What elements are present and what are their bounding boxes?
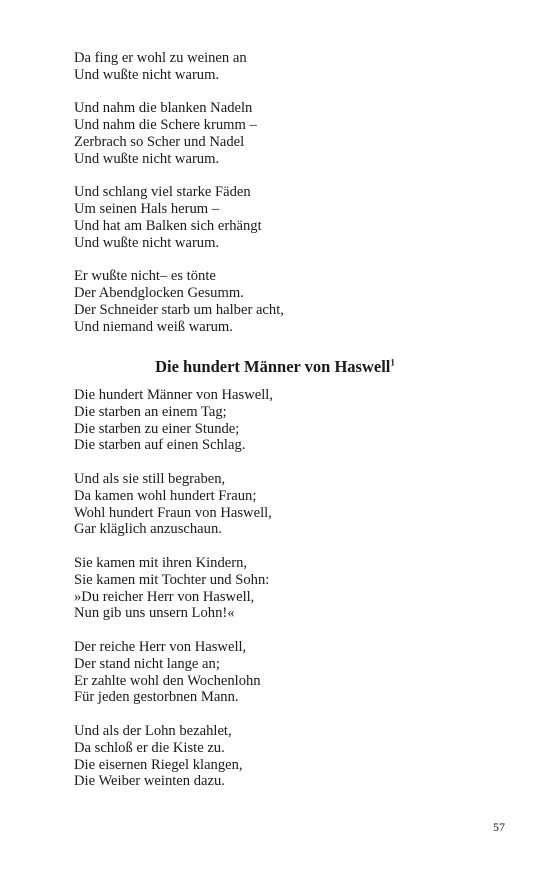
footnote-mark: 1 [390, 357, 395, 368]
verse-line: Und wußte nicht warum. [74, 66, 220, 83]
verse-line: Da kamen wohl hundert Fraun; [74, 487, 257, 504]
poem-title-text: Die hundert Männer von Haswell [155, 357, 391, 376]
stanza [74, 50, 514, 84]
page-number: 57 [493, 820, 505, 834]
verse-line: »Du reicher Herr von Haswell, [74, 588, 255, 605]
verse-line: Der Schneider starb um halber acht, [74, 301, 284, 318]
stanza [74, 723, 514, 790]
verse-line: Und niemand weiß warum. [74, 318, 233, 335]
stanza [74, 639, 514, 706]
verse-line: Sie kamen mit Tochter und Sohn: [74, 571, 270, 588]
verse-line: Da schloß er die Kiste zu. [74, 739, 225, 756]
verse-line: Der stand nicht lange an; [74, 655, 220, 672]
stanza [74, 387, 514, 454]
verse-line: Für jeden gestorbnen Mann. [74, 689, 239, 706]
verse-line: Die hundert Männer von Haswell, [74, 387, 273, 403]
poem-title [0, 357, 550, 377]
stanza [74, 268, 514, 335]
verse-line: Und nahm die blanken Nadeln [74, 100, 253, 117]
previous-poem-ending [74, 50, 514, 336]
verse-line: Sie kamen mit ihren Kindern, [74, 554, 248, 571]
verse-line: Und als der Lohn bezahlet, [74, 722, 232, 739]
verse-line: Und wußte nicht warum. [74, 234, 220, 251]
verse-line: Wohl hundert Fraun von Haswell, [74, 504, 272, 521]
stanza [74, 555, 514, 622]
verse-line: Er zahlte wohl den Wochenlohn [74, 672, 261, 689]
verse-line: Der reiche Herr von Haswell, [74, 638, 247, 655]
stanza [74, 100, 514, 167]
stanza [74, 471, 514, 538]
verse-line: Nun gib uns unsern Lohn!« [74, 605, 235, 622]
verse-line: Da fing er wohl zu weinen an [74, 50, 247, 66]
verse-line: Er wußte nicht– es tönte [74, 268, 216, 285]
verse-line: Und nahm die Schere krumm – [74, 117, 257, 134]
verse-line: Um seinen Hals herum – [74, 201, 220, 218]
stanza [74, 184, 514, 251]
verse-line: Die starben zu einer Stunde; [74, 420, 240, 437]
verse-line: Und hat am Balken sich erhängt [74, 217, 262, 234]
verse-line: Zerbrach so Scher und Nadel [74, 133, 245, 150]
verse-line: Der Abendglocken Gesumm. [74, 285, 244, 302]
verse-line: Und als sie still begraben, [74, 470, 226, 487]
poem-body [74, 387, 514, 790]
verse-line: Und wußte nicht warum. [74, 150, 220, 167]
verse-line: Die starben an einem Tag; [74, 403, 227, 420]
verse-line: Gar kläglich anzuschaun. [74, 521, 222, 538]
verse-line: Die starben auf einen Schlag. [74, 437, 246, 454]
verse-line: Die Weiber weinten dazu. [74, 773, 225, 790]
verse-line: Die eisernen Riegel klangen, [74, 756, 243, 773]
verse-line: Und schlang viel starke Fäden [74, 184, 251, 201]
